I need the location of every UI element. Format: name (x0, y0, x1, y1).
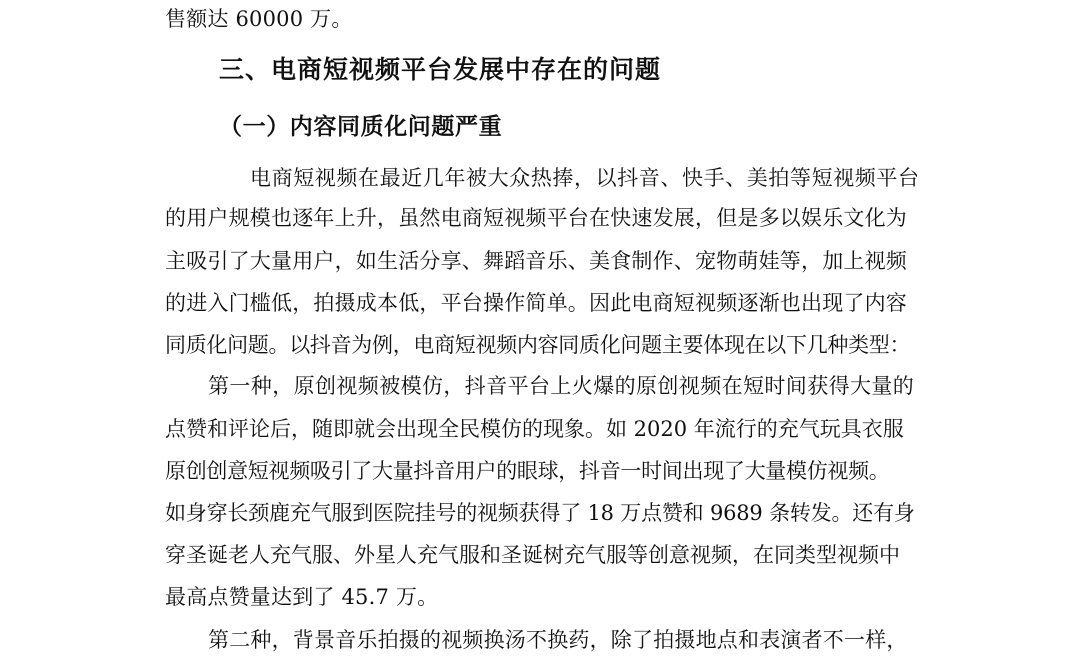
paragraph-2-line-6: 最高点赞量达到了 45.7 万。 (165, 585, 439, 609)
paragraph-2-line-2: 点赞和评论后，随即就会出现全民模仿的现象。如 2020 年流行的充气玩具衣服 (165, 417, 904, 441)
paragraph-1-line-5: 同质化问题。以抖音为例，电商短视频内容同质化问题主要体现在以下几种类型： (165, 333, 911, 357)
paragraph-3-line-1: 第二种，背景音乐拍摄的视频换汤不换药，除了拍摄地点和表演者不一样， (208, 628, 908, 652)
paragraph-2-line-3: 原创创意短视频吸引了大量抖音用户的眼球，抖音一时间出现了大量模仿视频。 (165, 459, 890, 483)
subsection-heading: （一）内容同质化问题严重 (219, 114, 503, 140)
previous-paragraph-fragment: 售额达 60000 万。 (165, 7, 353, 31)
paragraph-2-line-4: 如身穿长颈鹿充气服到医院挂号的视频获得了 18 万点赞和 9689 条转发。还有身 (165, 501, 915, 525)
section-heading: 三、电商短视频平台发展中存在的问题 (219, 55, 662, 84)
paragraph-1-line-2: 的用户规模也逐年上升，虽然电商短视频平台在快速发展，但是多以娱乐文化为 (165, 206, 907, 230)
paragraph-1-line-3: 主吸引了大量用户，如生活分享、舞蹈音乐、美食制作、宠物萌娃等，加上视频 (165, 249, 907, 273)
paragraph-1-line-1: 电商短视频在最近几年被大众热捧，以抖音、快手、美拍等短视频平台 (250, 166, 920, 190)
paragraph-2-line-1: 第一种，原创视频被模仿，抖音平台上火爆的原创视频在短时间获得大量的 (208, 374, 915, 398)
paragraph-2-line-5: 穿圣诞老人充气服、外星人充气服和圣诞树充气服等创意视频，在同类型视频中 (165, 543, 900, 567)
paragraph-1-line-4: 的进入门槛低，拍摄成本低，平台操作简单。因此电商短视频逐渐也出现了内容 (165, 291, 907, 315)
